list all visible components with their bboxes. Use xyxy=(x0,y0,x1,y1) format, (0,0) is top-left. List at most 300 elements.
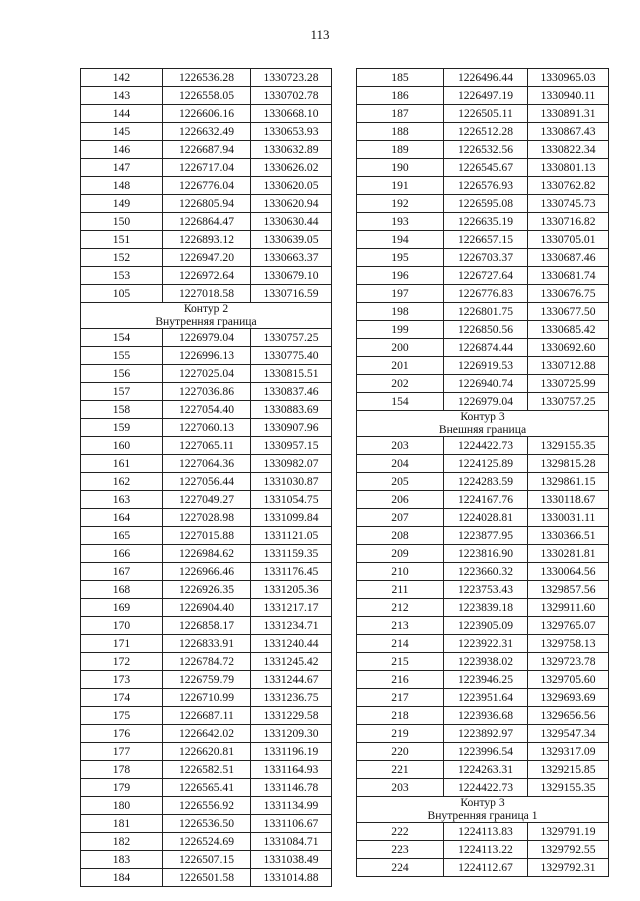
table-row xyxy=(357,545,609,563)
point-number-cell: 153 xyxy=(81,267,163,285)
x-coordinate-cell: 1226642.02 xyxy=(163,725,251,743)
x-coordinate-cell: 1226496.44 xyxy=(444,69,528,87)
x-coordinate-cell: 1227064.36 xyxy=(163,455,251,473)
point-number-cell: 159 xyxy=(81,419,163,437)
page-number: 113 xyxy=(310,27,330,42)
x-coordinate-cell: 1224125.89 xyxy=(444,455,528,473)
y-coordinate-cell: 1330630.44 xyxy=(251,213,332,231)
y-coordinate-cell: 1330702.78 xyxy=(251,87,332,105)
table-row xyxy=(357,87,609,105)
point-number-cell: 154 xyxy=(357,393,444,411)
x-coordinate-cell: 1226919.53 xyxy=(444,357,528,375)
table-row xyxy=(81,123,332,141)
y-coordinate-cell: 1331099.84 xyxy=(251,509,332,527)
point-number-cell: 185 xyxy=(357,69,444,87)
point-number-cell: 181 xyxy=(81,815,163,833)
y-coordinate-cell: 1330639.05 xyxy=(251,231,332,249)
x-coordinate-cell: 1227065.11 xyxy=(163,437,251,455)
point-number-cell: 206 xyxy=(357,491,444,509)
x-coordinate-cell: 1226606.16 xyxy=(163,105,251,123)
y-coordinate-cell: 1331084.71 xyxy=(251,833,332,851)
point-number-cell: 220 xyxy=(357,743,444,761)
table-row xyxy=(81,851,332,869)
point-number-cell: 213 xyxy=(357,617,444,635)
section-heading-text: Контур 2 xyxy=(81,303,332,316)
y-coordinate-cell: 1329792.31 xyxy=(528,859,609,877)
x-coordinate-cell: 1226947.20 xyxy=(163,249,251,267)
point-number-cell: 179 xyxy=(81,779,163,797)
y-coordinate-cell: 1330716.82 xyxy=(528,213,609,231)
x-coordinate-cell: 1226657.15 xyxy=(444,231,528,249)
y-coordinate-cell: 1330801.13 xyxy=(528,159,609,177)
y-coordinate-cell: 1330031.11 xyxy=(528,509,609,527)
point-number-cell: 203 xyxy=(357,779,444,797)
x-coordinate-cell: 1226805.94 xyxy=(163,195,251,213)
point-number-cell: 176 xyxy=(81,725,163,743)
y-coordinate-cell: 1330957.15 xyxy=(251,437,332,455)
x-coordinate-cell: 1227060.13 xyxy=(163,419,251,437)
y-coordinate-cell: 1331146.78 xyxy=(251,779,332,797)
table-row xyxy=(357,581,609,599)
point-number-cell: 190 xyxy=(357,159,444,177)
table-row xyxy=(81,455,332,473)
table-row xyxy=(357,249,609,267)
y-coordinate-cell: 1331245.42 xyxy=(251,653,332,671)
section-heading xyxy=(357,424,609,437)
y-coordinate-cell: 1330620.94 xyxy=(251,195,332,213)
point-number-cell: 214 xyxy=(357,635,444,653)
point-number-cell: 154 xyxy=(81,329,163,347)
x-coordinate-cell: 1226687.94 xyxy=(163,141,251,159)
table-row xyxy=(357,527,609,545)
y-coordinate-cell: 1330366.51 xyxy=(528,527,609,545)
table-row xyxy=(81,689,332,707)
x-coordinate-cell: 1226507.15 xyxy=(163,851,251,869)
y-coordinate-cell: 1331205.36 xyxy=(251,581,332,599)
point-number-cell: 216 xyxy=(357,671,444,689)
y-coordinate-cell: 1330620.05 xyxy=(251,177,332,195)
point-number-cell: 203 xyxy=(357,437,444,455)
point-number-cell: 222 xyxy=(357,823,444,841)
table-row xyxy=(357,303,609,321)
point-number-cell: 171 xyxy=(81,635,163,653)
point-number-cell: 146 xyxy=(81,141,163,159)
table-row xyxy=(357,159,609,177)
table-row xyxy=(357,841,609,859)
point-number-cell: 191 xyxy=(357,177,444,195)
table-row xyxy=(357,375,609,393)
point-number-cell: 157 xyxy=(81,383,163,401)
y-coordinate-cell: 1331121.05 xyxy=(251,527,332,545)
table-row xyxy=(81,267,332,285)
point-number-cell: 188 xyxy=(357,123,444,141)
section-heading-text: Внутренняя граница 1 xyxy=(357,810,609,823)
x-coordinate-cell: 1223660.32 xyxy=(444,563,528,581)
point-number-cell: 223 xyxy=(357,841,444,859)
x-coordinate-cell: 1226904.40 xyxy=(163,599,251,617)
point-number-cell: 195 xyxy=(357,249,444,267)
y-coordinate-cell: 1329656.56 xyxy=(528,707,609,725)
x-coordinate-cell: 1226497.19 xyxy=(444,87,528,105)
point-number-cell: 163 xyxy=(81,491,163,509)
table-row xyxy=(357,339,609,357)
point-number-cell: 205 xyxy=(357,473,444,491)
table-row xyxy=(357,321,609,339)
table-row xyxy=(81,599,332,617)
point-number-cell: 148 xyxy=(81,177,163,195)
table-row xyxy=(81,563,332,581)
table-row xyxy=(81,581,332,599)
point-number-cell: 170 xyxy=(81,617,163,635)
x-coordinate-cell: 1224028.81 xyxy=(444,509,528,527)
point-number-cell: 178 xyxy=(81,761,163,779)
x-coordinate-cell: 1226784.72 xyxy=(163,653,251,671)
section-heading-text: Внешняя граница xyxy=(357,424,609,437)
point-number-cell: 165 xyxy=(81,527,163,545)
point-number-cell: 215 xyxy=(357,653,444,671)
y-coordinate-cell: 1330676.75 xyxy=(528,285,609,303)
point-number-cell: 224 xyxy=(357,859,444,877)
table-row xyxy=(81,869,332,887)
y-coordinate-cell: 1329758.13 xyxy=(528,635,609,653)
table-row xyxy=(357,123,609,141)
x-coordinate-cell: 1224113.83 xyxy=(444,823,528,841)
x-coordinate-cell: 1226703.37 xyxy=(444,249,528,267)
point-number-cell: 196 xyxy=(357,267,444,285)
section-heading-text: Внутренняя граница xyxy=(81,316,332,329)
y-coordinate-cell: 1330687.46 xyxy=(528,249,609,267)
y-coordinate-cell: 1329547.34 xyxy=(528,725,609,743)
x-coordinate-cell: 1226940.74 xyxy=(444,375,528,393)
y-coordinate-cell: 1329791.19 xyxy=(528,823,609,841)
point-number-cell: 161 xyxy=(81,455,163,473)
table-row xyxy=(357,195,609,213)
x-coordinate-cell: 1224422.73 xyxy=(444,437,528,455)
table-row xyxy=(81,797,332,815)
x-coordinate-cell: 1226874.44 xyxy=(444,339,528,357)
point-number-cell: 145 xyxy=(81,123,163,141)
x-coordinate-cell: 1227028.98 xyxy=(163,509,251,527)
x-coordinate-cell: 1226858.17 xyxy=(163,617,251,635)
y-coordinate-cell: 1331236.75 xyxy=(251,689,332,707)
y-coordinate-cell: 1330775.40 xyxy=(251,347,332,365)
table-row xyxy=(357,509,609,527)
y-coordinate-cell: 1330815.51 xyxy=(251,365,332,383)
y-coordinate-cell: 1331134.99 xyxy=(251,797,332,815)
table-row xyxy=(81,815,332,833)
y-coordinate-cell: 1330723.28 xyxy=(251,69,332,87)
point-number-cell: 208 xyxy=(357,527,444,545)
y-coordinate-cell: 1330716.59 xyxy=(251,285,332,303)
x-coordinate-cell: 1226576.93 xyxy=(444,177,528,195)
y-coordinate-cell: 1330064.56 xyxy=(528,563,609,581)
table-row xyxy=(81,105,332,123)
x-coordinate-cell: 1223946.25 xyxy=(444,671,528,689)
table-row xyxy=(357,473,609,491)
x-coordinate-cell: 1227049.27 xyxy=(163,491,251,509)
point-number-cell: 142 xyxy=(81,69,163,87)
table-row xyxy=(81,527,332,545)
coordinates-table-right xyxy=(356,68,609,877)
table-row xyxy=(357,725,609,743)
x-coordinate-cell: 1226558.05 xyxy=(163,87,251,105)
x-coordinate-cell: 1223936.68 xyxy=(444,707,528,725)
y-coordinate-cell: 1329765.07 xyxy=(528,617,609,635)
x-coordinate-cell: 1224113.22 xyxy=(444,841,528,859)
table-row xyxy=(357,393,609,411)
x-coordinate-cell: 1227036.86 xyxy=(163,383,251,401)
x-coordinate-cell: 1223753.43 xyxy=(444,581,528,599)
coordinates-table-left xyxy=(80,68,332,887)
y-coordinate-cell: 1330681.74 xyxy=(528,267,609,285)
y-coordinate-cell: 1331217.17 xyxy=(251,599,332,617)
y-coordinate-cell: 1331106.67 xyxy=(251,815,332,833)
point-number-cell: 158 xyxy=(81,401,163,419)
point-number-cell: 204 xyxy=(357,455,444,473)
table-row xyxy=(357,823,609,841)
x-coordinate-cell: 1227056.44 xyxy=(163,473,251,491)
x-coordinate-cell: 1226632.49 xyxy=(163,123,251,141)
y-coordinate-cell: 1330663.37 xyxy=(251,249,332,267)
point-number-cell: 217 xyxy=(357,689,444,707)
y-coordinate-cell: 1330891.31 xyxy=(528,105,609,123)
point-number-cell: 202 xyxy=(357,375,444,393)
y-coordinate-cell: 1331209.30 xyxy=(251,725,332,743)
table-row xyxy=(357,491,609,509)
y-coordinate-cell: 1330745.73 xyxy=(528,195,609,213)
point-number-cell: 152 xyxy=(81,249,163,267)
table-row xyxy=(81,365,332,383)
y-coordinate-cell: 1330653.93 xyxy=(251,123,332,141)
x-coordinate-cell: 1224283.59 xyxy=(444,473,528,491)
y-coordinate-cell: 1329861.15 xyxy=(528,473,609,491)
table-row xyxy=(81,347,332,365)
table-row xyxy=(357,285,609,303)
y-coordinate-cell: 1330705.01 xyxy=(528,231,609,249)
x-coordinate-cell: 1226776.04 xyxy=(163,177,251,195)
section-heading-text: Контур 3 xyxy=(357,411,609,424)
x-coordinate-cell: 1226532.56 xyxy=(444,141,528,159)
x-coordinate-cell: 1223951.64 xyxy=(444,689,528,707)
x-coordinate-cell: 1226512.28 xyxy=(444,123,528,141)
y-coordinate-cell: 1331030.87 xyxy=(251,473,332,491)
x-coordinate-cell: 1224167.76 xyxy=(444,491,528,509)
table-row xyxy=(81,617,332,635)
point-number-cell: 144 xyxy=(81,105,163,123)
y-coordinate-cell: 1330632.89 xyxy=(251,141,332,159)
x-coordinate-cell: 1226776.83 xyxy=(444,285,528,303)
point-number-cell: 182 xyxy=(81,833,163,851)
table-row xyxy=(357,653,609,671)
x-coordinate-cell: 1226595.08 xyxy=(444,195,528,213)
table-row xyxy=(81,383,332,401)
point-number-cell: 183 xyxy=(81,851,163,869)
x-coordinate-cell: 1226501.58 xyxy=(163,869,251,887)
y-coordinate-cell: 1330837.46 xyxy=(251,383,332,401)
section-heading xyxy=(357,411,609,424)
point-number-cell: 189 xyxy=(357,141,444,159)
x-coordinate-cell: 1226979.04 xyxy=(163,329,251,347)
table-row xyxy=(81,401,332,419)
point-number-cell: 172 xyxy=(81,653,163,671)
table-row xyxy=(357,743,609,761)
point-number-cell: 147 xyxy=(81,159,163,177)
x-coordinate-cell: 1226727.64 xyxy=(444,267,528,285)
point-number-cell: 155 xyxy=(81,347,163,365)
section-heading xyxy=(357,797,609,810)
x-coordinate-cell: 1223905.09 xyxy=(444,617,528,635)
y-coordinate-cell: 1329155.35 xyxy=(528,437,609,455)
point-number-cell: 209 xyxy=(357,545,444,563)
y-coordinate-cell: 1329155.35 xyxy=(528,779,609,797)
y-coordinate-cell: 1329317.09 xyxy=(528,743,609,761)
x-coordinate-cell: 1226687.11 xyxy=(163,707,251,725)
section-heading xyxy=(357,810,609,823)
point-number-cell: 211 xyxy=(357,581,444,599)
x-coordinate-cell: 1226984.62 xyxy=(163,545,251,563)
point-number-cell: 192 xyxy=(357,195,444,213)
y-coordinate-cell: 1330762.82 xyxy=(528,177,609,195)
table-row xyxy=(357,779,609,797)
x-coordinate-cell: 1223996.54 xyxy=(444,743,528,761)
table-row xyxy=(357,563,609,581)
x-coordinate-cell: 1223839.18 xyxy=(444,599,528,617)
table-row xyxy=(81,437,332,455)
point-number-cell: 200 xyxy=(357,339,444,357)
y-coordinate-cell: 1330725.99 xyxy=(528,375,609,393)
table-row xyxy=(81,159,332,177)
point-number-cell: 143 xyxy=(81,87,163,105)
point-number-cell: 166 xyxy=(81,545,163,563)
table-row xyxy=(357,455,609,473)
y-coordinate-cell: 1330757.25 xyxy=(251,329,332,347)
x-coordinate-cell: 1226833.91 xyxy=(163,635,251,653)
point-number-cell: 187 xyxy=(357,105,444,123)
point-number-cell: 219 xyxy=(357,725,444,743)
y-coordinate-cell: 1331038.49 xyxy=(251,851,332,869)
y-coordinate-cell: 1330883.69 xyxy=(251,401,332,419)
table-row xyxy=(357,761,609,779)
point-number-cell: 105 xyxy=(81,285,163,303)
x-coordinate-cell: 1226545.67 xyxy=(444,159,528,177)
x-coordinate-cell: 1226972.64 xyxy=(163,267,251,285)
y-coordinate-cell: 1330757.25 xyxy=(528,393,609,411)
table-row xyxy=(357,357,609,375)
y-coordinate-cell: 1331176.45 xyxy=(251,563,332,581)
section-heading-text: Контур 3 xyxy=(357,797,609,810)
y-coordinate-cell: 1331196.19 xyxy=(251,743,332,761)
x-coordinate-cell: 1226996.13 xyxy=(163,347,251,365)
point-number-cell: 221 xyxy=(357,761,444,779)
y-coordinate-cell: 1329693.69 xyxy=(528,689,609,707)
table-row xyxy=(81,419,332,437)
x-coordinate-cell: 1227054.40 xyxy=(163,401,251,419)
y-coordinate-cell: 1329792.55 xyxy=(528,841,609,859)
table-row xyxy=(357,859,609,877)
point-number-cell: 160 xyxy=(81,437,163,455)
x-coordinate-cell: 1224263.31 xyxy=(444,761,528,779)
point-number-cell: 218 xyxy=(357,707,444,725)
point-number-cell: 150 xyxy=(81,213,163,231)
y-coordinate-cell: 1330940.11 xyxy=(528,87,609,105)
x-coordinate-cell: 1226565.41 xyxy=(163,779,251,797)
y-coordinate-cell: 1331244.67 xyxy=(251,671,332,689)
y-coordinate-cell: 1330692.60 xyxy=(528,339,609,357)
y-coordinate-cell: 1330668.10 xyxy=(251,105,332,123)
y-coordinate-cell: 1330118.67 xyxy=(528,491,609,509)
y-coordinate-cell: 1329911.60 xyxy=(528,599,609,617)
table-row xyxy=(81,231,332,249)
y-coordinate-cell: 1331054.75 xyxy=(251,491,332,509)
x-coordinate-cell: 1226536.28 xyxy=(163,69,251,87)
table-row xyxy=(81,491,332,509)
x-coordinate-cell: 1227025.04 xyxy=(163,365,251,383)
table-row xyxy=(81,653,332,671)
table-row xyxy=(357,599,609,617)
y-coordinate-cell: 1330281.81 xyxy=(528,545,609,563)
table-row xyxy=(81,671,332,689)
table-row xyxy=(357,105,609,123)
point-number-cell: 201 xyxy=(357,357,444,375)
y-coordinate-cell: 1330907.96 xyxy=(251,419,332,437)
point-number-cell: 177 xyxy=(81,743,163,761)
y-coordinate-cell: 1330677.50 xyxy=(528,303,609,321)
y-coordinate-cell: 1330712.88 xyxy=(528,357,609,375)
point-number-cell: 149 xyxy=(81,195,163,213)
point-number-cell: 198 xyxy=(357,303,444,321)
table-row xyxy=(357,437,609,455)
x-coordinate-cell: 1226620.81 xyxy=(163,743,251,761)
point-number-cell: 194 xyxy=(357,231,444,249)
y-coordinate-cell: 1329815.28 xyxy=(528,455,609,473)
x-coordinate-cell: 1224422.73 xyxy=(444,779,528,797)
x-coordinate-cell: 1226556.92 xyxy=(163,797,251,815)
table-row xyxy=(81,473,332,491)
y-coordinate-cell: 1330626.02 xyxy=(251,159,332,177)
table-row xyxy=(81,725,332,743)
table-row xyxy=(81,509,332,527)
point-number-cell: 156 xyxy=(81,365,163,383)
x-coordinate-cell: 1227018.58 xyxy=(163,285,251,303)
table-row xyxy=(357,635,609,653)
y-coordinate-cell: 1329215.85 xyxy=(528,761,609,779)
x-coordinate-cell: 1226966.46 xyxy=(163,563,251,581)
point-number-cell: 184 xyxy=(81,869,163,887)
point-number-cell: 162 xyxy=(81,473,163,491)
point-number-cell: 167 xyxy=(81,563,163,581)
table-row xyxy=(81,329,332,347)
x-coordinate-cell: 1226717.04 xyxy=(163,159,251,177)
table-row xyxy=(81,761,332,779)
point-number-cell: 174 xyxy=(81,689,163,707)
table-row xyxy=(81,743,332,761)
table-row xyxy=(81,833,332,851)
x-coordinate-cell: 1224112.67 xyxy=(444,859,528,877)
y-coordinate-cell: 1330982.07 xyxy=(251,455,332,473)
table-row xyxy=(81,213,332,231)
table-row xyxy=(81,141,332,159)
x-coordinate-cell: 1226979.04 xyxy=(444,393,528,411)
y-coordinate-cell: 1331014.88 xyxy=(251,869,332,887)
table-row xyxy=(81,87,332,105)
y-coordinate-cell: 1331229.58 xyxy=(251,707,332,725)
y-coordinate-cell: 1331240.44 xyxy=(251,635,332,653)
x-coordinate-cell: 1226505.11 xyxy=(444,105,528,123)
x-coordinate-cell: 1226850.56 xyxy=(444,321,528,339)
table-row xyxy=(357,177,609,195)
y-coordinate-cell: 1331234.71 xyxy=(251,617,332,635)
x-coordinate-cell: 1227015.88 xyxy=(163,527,251,545)
